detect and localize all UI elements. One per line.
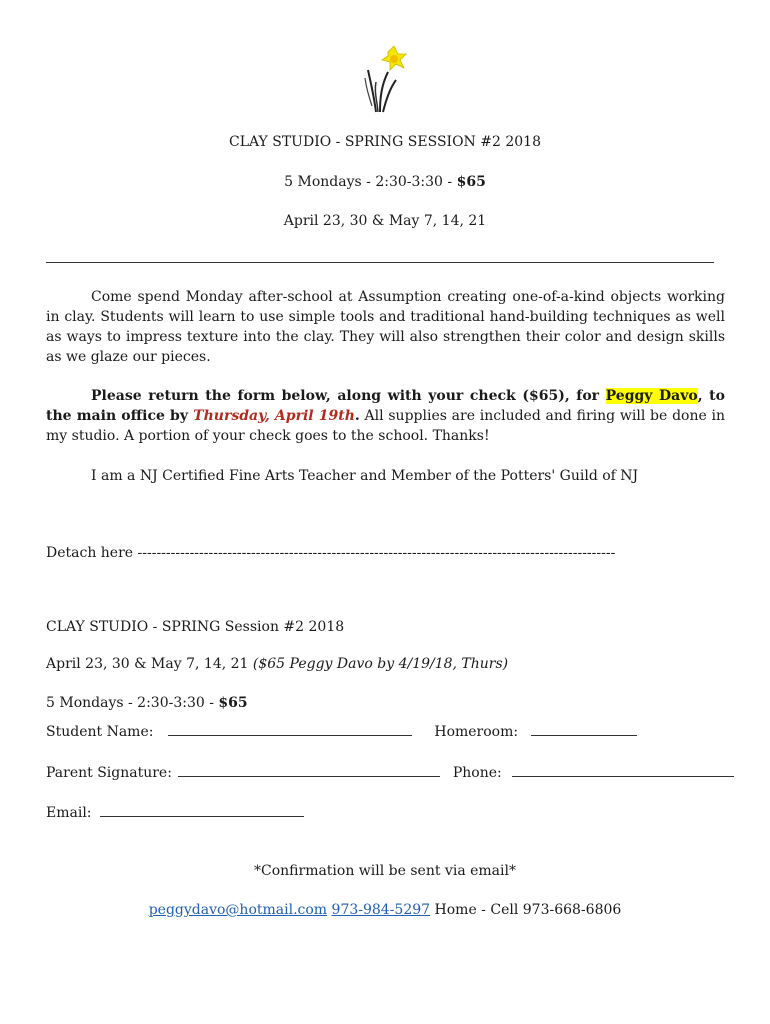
phone-field[interactable] bbox=[512, 762, 734, 777]
email-link[interactable]: peggydavo@hotmail.com bbox=[148, 902, 328, 918]
contact-line bbox=[0, 900, 770, 920]
form-schedule bbox=[46, 693, 725, 713]
email-row bbox=[46, 802, 446, 823]
return-instructions bbox=[46, 386, 725, 446]
homeroom-label: Homeroom: bbox=[434, 724, 519, 740]
phone-link[interactable]: 973-984-5297 bbox=[331, 902, 431, 918]
student-name-field[interactable] bbox=[168, 721, 412, 736]
parent-row bbox=[46, 762, 736, 783]
confirmation-note: *Confirmation will be sent via email* bbox=[254, 863, 516, 879]
credentials: I am a NJ Certified Fine Arts Teacher and Member of the Potters' Guild of NJ bbox=[91, 468, 639, 484]
return-text-2: , to the main office by bbox=[46, 388, 725, 424]
parent-signature-field[interactable] bbox=[178, 762, 440, 777]
form-dates-text: April 23, 30 & May 7, 14, 21 bbox=[46, 656, 253, 672]
return-text-3: . bbox=[354, 408, 360, 424]
return-text-1: Please return the form below, along with your check ($65), for bbox=[91, 388, 606, 404]
page-title: CLAY STUDIO - SPRING SESSION #2 2018 bbox=[229, 134, 541, 150]
form-dates-note: ($65 Peggy Davo by 4/19/18, Thurs) bbox=[252, 656, 509, 672]
cell-number: Home - Cell 973-668-6806 bbox=[430, 902, 622, 918]
daffodil-icon bbox=[362, 44, 410, 114]
form-schedule-text: 5 Mondays - 2:30-3:30 - bbox=[46, 695, 219, 711]
return-text-plain: All supplies are included and firing will be done in my studio. A portion of your check goes to the school. Thanks! bbox=[46, 408, 726, 444]
detach-line bbox=[46, 543, 736, 563]
teacher-name-highlight: Peggy Davo bbox=[605, 388, 698, 404]
email-label: Email: bbox=[46, 805, 92, 821]
detach-dashes: ----------------------------------------------------------------------------------------------------- bbox=[133, 545, 616, 561]
student-name-label: Student Name: bbox=[46, 724, 154, 740]
parent-signature-label: Parent Signature: bbox=[46, 765, 172, 781]
phone-label: Phone: bbox=[452, 765, 502, 781]
session-dates: April 23, 30 & May 7, 14, 21 bbox=[283, 213, 487, 229]
email-field[interactable] bbox=[100, 802, 304, 817]
schedule-line bbox=[0, 172, 770, 192]
form-price: $65 bbox=[218, 695, 248, 711]
student-row bbox=[46, 721, 726, 742]
deadline-date: Thursday, April 19th bbox=[193, 408, 355, 424]
divider bbox=[46, 262, 714, 263]
price: $65 bbox=[456, 174, 486, 190]
form-dates bbox=[46, 654, 725, 674]
intro-paragraph: Come spend Monday after-school at Assumption creating one-of-a-kind objects working in clay. Students will learn to use simple tools and traditional hand-building techniques as well as ways to impress texture into the clay. They will also strengthen their color and design skills as we glaze our pieces. bbox=[46, 289, 725, 365]
detach-label: Detach here bbox=[46, 545, 134, 561]
form-title: CLAY STUDIO - SPRING Session #2 2018 bbox=[46, 619, 345, 635]
homeroom-field[interactable] bbox=[531, 721, 637, 736]
schedule-text: 5 Mondays - 2:30-3:30 - bbox=[284, 174, 457, 190]
